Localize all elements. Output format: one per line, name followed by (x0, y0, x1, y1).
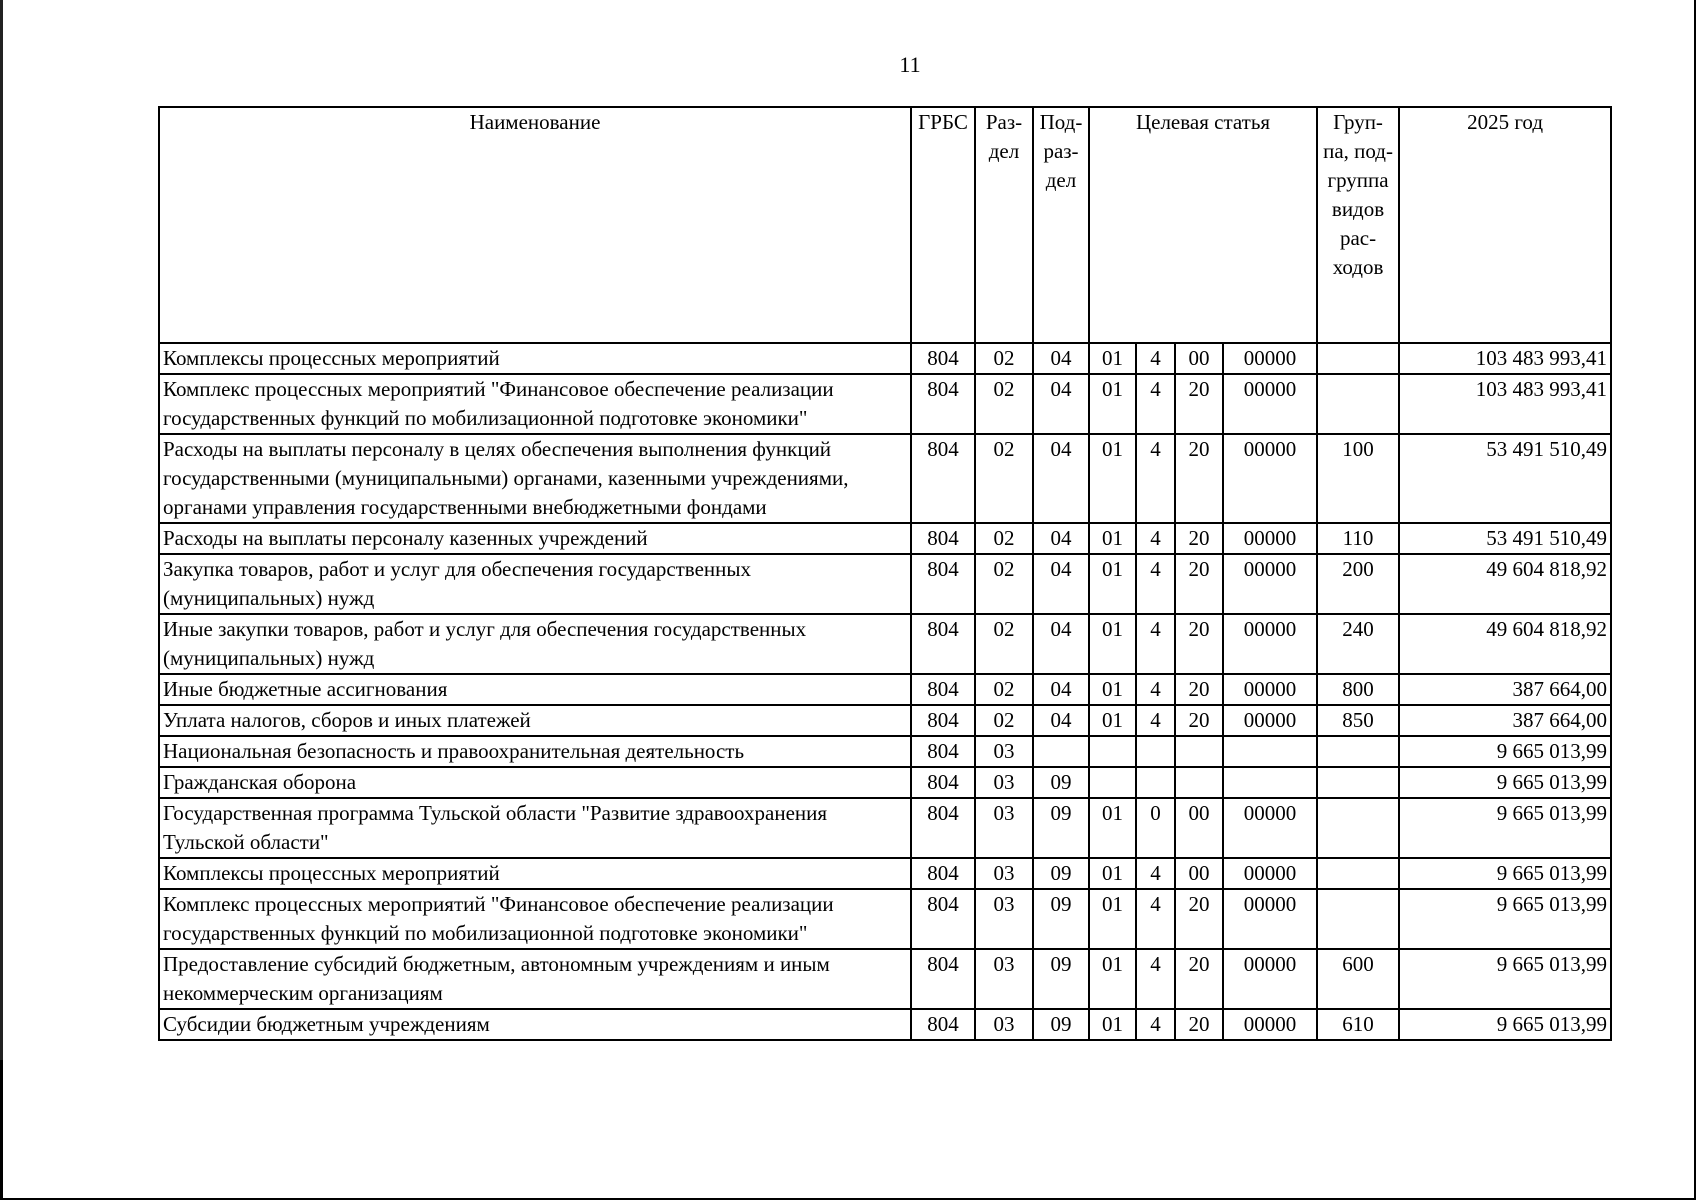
row-razdel: 02 (975, 523, 1033, 554)
row-target-type: 4 (1136, 374, 1175, 434)
row-target-structural: 20 (1175, 614, 1223, 674)
row-razdel: 02 (975, 374, 1033, 434)
row-grbs: 804 (911, 736, 975, 767)
row-target-structural: 20 (1175, 523, 1223, 554)
row-expense-group (1317, 798, 1399, 858)
row-target-program: 01 (1089, 554, 1136, 614)
row-target-program: 01 (1089, 858, 1136, 889)
row-podrazdel: 04 (1033, 554, 1089, 614)
row-podrazdel: 09 (1033, 889, 1089, 949)
row-target-program: 01 (1089, 343, 1136, 374)
row-amount: 53 491 510,49 (1399, 434, 1611, 523)
row-razdel: 03 (975, 767, 1033, 798)
row-amount: 387 664,00 (1399, 674, 1611, 705)
table-row (159, 434, 1611, 523)
header-podrazdel: Под- раз- дел (1033, 107, 1089, 343)
row-razdel: 02 (975, 434, 1033, 523)
row-grbs: 804 (911, 767, 975, 798)
row-expense-group: 110 (1317, 523, 1399, 554)
table-row (159, 767, 1611, 798)
row-name: Субсидии бюджетным учреждениям (159, 1009, 911, 1040)
row-amount: 387 664,00 (1399, 705, 1611, 736)
row-name: Комплекс процессных мероприятий "Финансовое обеспечение реализации государственных функций по мобилизационной подготовке экономики" (159, 889, 911, 949)
row-podrazdel: 04 (1033, 614, 1089, 674)
row-name: Расходы на выплаты персоналу в целях обеспечения выполнения функций государственными (муниципальными) органами, казенными учреждениями, органами управления государственными внебюджетными фондами (159, 434, 911, 523)
row-expense-group (1317, 374, 1399, 434)
row-target-type: 4 (1136, 949, 1175, 1009)
row-target-type: 4 (1136, 434, 1175, 523)
row-podrazdel: 04 (1033, 705, 1089, 736)
row-target-type (1136, 767, 1175, 798)
row-target-direction (1223, 767, 1317, 798)
row-podrazdel: 04 (1033, 434, 1089, 523)
row-target-direction: 00000 (1223, 889, 1317, 949)
row-target-type: 4 (1136, 674, 1175, 705)
row-razdel: 03 (975, 1009, 1033, 1040)
row-grbs: 804 (911, 1009, 975, 1040)
row-target-direction: 00000 (1223, 674, 1317, 705)
row-target-program: 01 (1089, 949, 1136, 1009)
row-target-type: 4 (1136, 614, 1175, 674)
row-amount: 9 665 013,99 (1399, 858, 1611, 889)
row-amount: 49 604 818,92 (1399, 554, 1611, 614)
header-target-article: Целевая статья (1089, 107, 1317, 343)
row-razdel: 03 (975, 736, 1033, 767)
row-amount: 9 665 013,99 (1399, 889, 1611, 949)
row-target-direction: 00000 (1223, 374, 1317, 434)
row-target-type: 4 (1136, 1009, 1175, 1040)
row-expense-group (1317, 343, 1399, 374)
header-grbs: ГРБС (911, 107, 975, 343)
row-target-structural (1175, 736, 1223, 767)
row-podrazdel: 04 (1033, 343, 1089, 374)
row-target-program: 01 (1089, 1009, 1136, 1040)
row-amount: 9 665 013,99 (1399, 798, 1611, 858)
row-expense-group: 600 (1317, 949, 1399, 1009)
row-amount: 9 665 013,99 (1399, 767, 1611, 798)
table-row (159, 705, 1611, 736)
row-target-type: 4 (1136, 858, 1175, 889)
row-target-type: 4 (1136, 523, 1175, 554)
table-row (159, 889, 1611, 949)
table-row (159, 736, 1611, 767)
table-row (159, 523, 1611, 554)
row-razdel: 02 (975, 674, 1033, 705)
row-target-direction: 00000 (1223, 949, 1317, 1009)
table-row (159, 858, 1611, 889)
row-expense-group: 240 (1317, 614, 1399, 674)
row-target-structural: 20 (1175, 434, 1223, 523)
row-grbs: 804 (911, 798, 975, 858)
header-name: Наименование (159, 107, 911, 343)
row-amount: 103 483 993,41 (1399, 374, 1611, 434)
row-grbs: 804 (911, 674, 975, 705)
table-row (159, 343, 1611, 374)
row-podrazdel: 09 (1033, 798, 1089, 858)
row-grbs: 804 (911, 889, 975, 949)
row-target-type: 0 (1136, 798, 1175, 858)
row-target-type: 4 (1136, 889, 1175, 949)
row-name: Комплексы процессных мероприятий (159, 858, 911, 889)
row-expense-group: 800 (1317, 674, 1399, 705)
header-razdel: Раз- дел (975, 107, 1033, 343)
row-podrazdel: 09 (1033, 1009, 1089, 1040)
row-grbs: 804 (911, 523, 975, 554)
row-name: Закупка товаров, работ и услуг для обеспечения государственных (муниципальных) нужд (159, 554, 911, 614)
row-podrazdel: 04 (1033, 374, 1089, 434)
row-target-program: 01 (1089, 889, 1136, 949)
row-expense-group: 200 (1317, 554, 1399, 614)
row-amount: 9 665 013,99 (1399, 1009, 1611, 1040)
row-target-direction: 00000 (1223, 523, 1317, 554)
row-target-type: 4 (1136, 705, 1175, 736)
row-razdel: 02 (975, 343, 1033, 374)
row-grbs: 804 (911, 858, 975, 889)
table-row (159, 554, 1611, 614)
row-expense-group: 610 (1317, 1009, 1399, 1040)
row-target-program: 01 (1089, 523, 1136, 554)
row-razdel: 02 (975, 614, 1033, 674)
row-razdel: 03 (975, 798, 1033, 858)
row-razdel: 02 (975, 705, 1033, 736)
table-row (159, 1009, 1611, 1040)
row-target-direction: 00000 (1223, 1009, 1317, 1040)
scan-left-edge (0, 0, 3, 1200)
row-podrazdel (1033, 736, 1089, 767)
row-target-structural: 20 (1175, 1009, 1223, 1040)
row-podrazdel: 04 (1033, 674, 1089, 705)
row-target-structural: 00 (1175, 858, 1223, 889)
row-target-program: 01 (1089, 705, 1136, 736)
row-target-program: 01 (1089, 614, 1136, 674)
row-target-program: 01 (1089, 798, 1136, 858)
row-expense-group: 100 (1317, 434, 1399, 523)
header-expense-group: Груп- па, под- группа видов рас- ходов (1317, 107, 1399, 343)
table-row (159, 374, 1611, 434)
row-target-program: 01 (1089, 434, 1136, 523)
row-grbs: 804 (911, 949, 975, 1009)
row-target-structural: 20 (1175, 374, 1223, 434)
row-target-structural: 00 (1175, 798, 1223, 858)
row-grbs: 804 (911, 705, 975, 736)
row-razdel: 03 (975, 889, 1033, 949)
table-row (159, 674, 1611, 705)
row-name: Комплекс процессных мероприятий "Финансовое обеспечение реализации государственных функций по мобилизационной подготовке экономики" (159, 374, 911, 434)
row-name: Государственная программа Тульской области "Развитие здравоохранения Тульской области" (159, 798, 911, 858)
row-razdel: 02 (975, 554, 1033, 614)
row-podrazdel: 09 (1033, 767, 1089, 798)
row-podrazdel: 09 (1033, 949, 1089, 1009)
budget-table (158, 106, 1612, 1041)
row-target-program: 01 (1089, 374, 1136, 434)
row-target-type: 4 (1136, 554, 1175, 614)
row-podrazdel: 04 (1033, 523, 1089, 554)
row-grbs: 804 (911, 554, 975, 614)
table-row (159, 949, 1611, 1009)
row-target-structural: 20 (1175, 949, 1223, 1009)
row-expense-group (1317, 889, 1399, 949)
row-expense-group: 850 (1317, 705, 1399, 736)
row-target-structural: 00 (1175, 343, 1223, 374)
row-target-direction: 00000 (1223, 343, 1317, 374)
row-target-direction (1223, 736, 1317, 767)
row-target-direction: 00000 (1223, 705, 1317, 736)
row-target-structural: 20 (1175, 674, 1223, 705)
row-target-program (1089, 736, 1136, 767)
row-grbs: 804 (911, 374, 975, 434)
row-amount: 49 604 818,92 (1399, 614, 1611, 674)
row-target-type (1136, 736, 1175, 767)
row-name: Предоставление субсидий бюджетным, автономным учреждениям и иным некоммерческим организациям (159, 949, 911, 1009)
row-name: Расходы на выплаты персоналу казенных учреждений (159, 523, 911, 554)
row-target-structural: 20 (1175, 554, 1223, 614)
row-name: Иные закупки товаров, работ и услуг для обеспечения государственных (муниципальных) нужд (159, 614, 911, 674)
row-target-structural: 20 (1175, 705, 1223, 736)
row-expense-group (1317, 736, 1399, 767)
row-amount: 103 483 993,41 (1399, 343, 1611, 374)
row-target-direction: 00000 (1223, 798, 1317, 858)
row-grbs: 804 (911, 343, 975, 374)
row-expense-group (1317, 767, 1399, 798)
row-name: Иные бюджетные ассигнования (159, 674, 911, 705)
row-razdel: 03 (975, 949, 1033, 1009)
row-razdel: 03 (975, 858, 1033, 889)
row-amount: 9 665 013,99 (1399, 949, 1611, 1009)
header-year: 2025 год (1399, 107, 1611, 343)
row-target-structural (1175, 767, 1223, 798)
row-amount: 9 665 013,99 (1399, 736, 1611, 767)
page-number: 11 (899, 52, 921, 77)
row-name: Гражданская оборона (159, 767, 911, 798)
row-target-direction: 00000 (1223, 434, 1317, 523)
row-name: Комплексы процессных мероприятий (159, 343, 911, 374)
row-target-structural: 20 (1175, 889, 1223, 949)
row-grbs: 804 (911, 614, 975, 674)
row-target-direction: 00000 (1223, 858, 1317, 889)
row-target-type: 4 (1136, 343, 1175, 374)
table-row (159, 614, 1611, 674)
row-expense-group (1317, 858, 1399, 889)
table-row (159, 798, 1611, 858)
row-target-direction: 00000 (1223, 554, 1317, 614)
row-name: Национальная безопасность и правоохранительная деятельность (159, 736, 911, 767)
row-target-program: 01 (1089, 674, 1136, 705)
row-target-program (1089, 767, 1136, 798)
row-target-direction: 00000 (1223, 614, 1317, 674)
row-name: Уплата налогов, сборов и иных платежей (159, 705, 911, 736)
header-row (159, 107, 1611, 343)
scan-left-mark (0, 1060, 3, 1200)
row-podrazdel: 09 (1033, 858, 1089, 889)
row-amount: 53 491 510,49 (1399, 523, 1611, 554)
row-grbs: 804 (911, 434, 975, 523)
